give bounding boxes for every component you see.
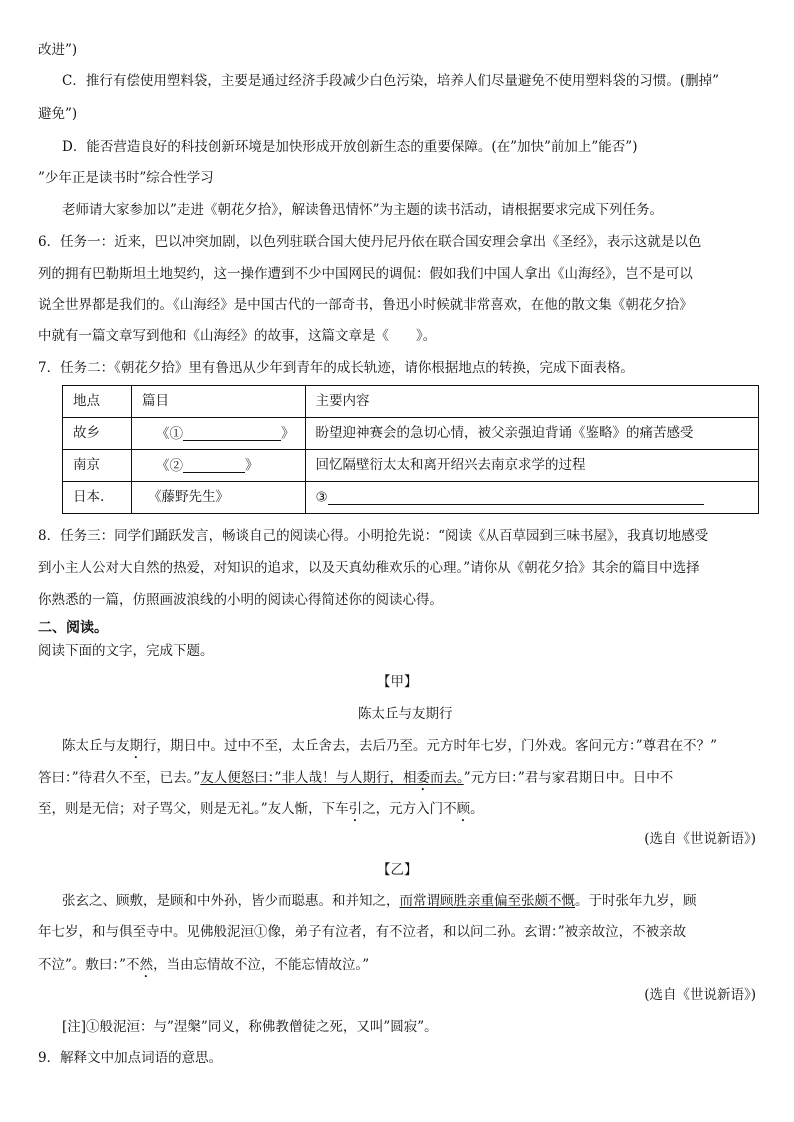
part-heading: 二、阅读。: [38, 620, 108, 636]
text-span: 答曰：”待君久不至，已去。”: [38, 770, 201, 786]
passage-line: [38, 957, 369, 981]
passage-label-jia: 【甲】: [377, 674, 418, 690]
text-span: ”元方曰：”君与家君期日中。日中不: [463, 770, 674, 786]
intro-paragraph: 老师请大家参加以”走进《朝花夕拾》，解读鲁迅情怀”为主题的读书活动，请根据要求完成下列任务。: [62, 202, 664, 218]
text-span: 行，期日中。过中不至，太丘舍去，去后乃至。元方时年七岁，门外戏。客问元方：”尊君在不？”: [143, 738, 718, 754]
table-cell: 日本.: [63, 482, 132, 514]
dotted-word: 引: [348, 801, 363, 817]
instruction: 阅读下面的文字，完成下题。: [38, 643, 214, 659]
question-6: 6．任务一：近来，巴以冲突加剧，以色列驻联合国大使丹尼丹依在联合国安理会拿出《圣经》，表示这就是以色: [38, 234, 702, 250]
table-row: [63, 418, 759, 450]
source-citation: (选自《世说新语》): [644, 831, 756, 847]
passage-line: 年七岁，和与俱至寺中。见佛般泥洹①像，弟子有泣者，有不泣者，和以问二孙。玄谓：”被亲故泣，不被亲故: [38, 924, 687, 940]
text-line: 到小主人公对大自然的热爱，对知识的追求，以及天真幼稚欢乐的心理。”请你从《朝花夕拾》其余的篇目中选择: [38, 560, 700, 576]
table-cell: [305, 482, 759, 514]
text-span: 。于时张年九岁，顾: [575, 893, 697, 909]
text-line: 中就有一篇文章写到他和《山海经》的故事，这篇文章是《 》。: [38, 328, 437, 344]
title-text: 《藤野先生》: [148, 488, 229, 505]
text-line: 你熟悉的一篇，仿照画波浪线的小明的阅读心得简述你的阅读心得。: [38, 592, 443, 608]
text-line: 避免”): [38, 106, 78, 122]
text-line: 改进”): [38, 42, 78, 58]
text-span: 不泣”。敷曰：”不: [38, 957, 140, 973]
table-header: 地点: [63, 386, 132, 418]
passage-line: [62, 895, 697, 909]
table-row: [63, 482, 759, 514]
answer-blank[interactable]: [183, 426, 281, 441]
dotted-word: 顾: [456, 801, 471, 817]
section-heading: ”少年正是读书时”综合性学习: [38, 170, 214, 186]
table-cell: [132, 450, 306, 482]
title-close: 》: [281, 425, 295, 442]
footnote: [注]①般泥洹：与”涅槃”同义，称佛教僧徒之死，又叫”圆寂”。: [62, 1019, 438, 1035]
table-cell: 盼望迎神赛会的急切心情，被父亲强迫背诵《鉴略》的痛苦感受: [305, 418, 759, 450]
text-span: 陈太丘与友: [62, 738, 130, 754]
passage-line: [38, 801, 484, 825]
text-span: ，当由忘情故不泣，不能忘情故泣。”: [153, 957, 370, 973]
text-line: 列的拥有巴勒斯坦土地契约，这一操作遭到不少中国网民的调侃：假如我们中国人拿出《山海经》，岂不是可以: [38, 266, 693, 282]
table-cell: 南京: [63, 450, 132, 482]
question-7: 7．任务二：《朝花夕拾》里有鲁迅从少年到青年的成长轨迹，请你根据地点的转换，完成下面表格。: [38, 360, 634, 376]
table-cell: 回忆隔壁衍太太和离开绍兴去南京求学的过程: [305, 450, 759, 482]
passage-title: 陈太丘与友期行: [358, 706, 453, 722]
text-span: 至，则是无信；对子骂父，则是无礼。”友人惭，下车: [38, 801, 349, 817]
table-cell: [132, 482, 306, 514]
text-span: 。: [470, 801, 484, 817]
table-cell: [132, 418, 306, 450]
text-line: 说全世界都是我们的。《山海经》是中国古代的一部奇书，鲁迅小时候就非常喜欢，在他的散文集《朝花夕拾》: [38, 297, 693, 313]
underlined-sentence: 而常谓顾胜亲重偏至张颇不慨: [399, 893, 575, 909]
table-header-row: [63, 386, 759, 418]
text-span: 张玄之、顾敷，是顾和中外孙，皆少而聪惠。和并知之，: [62, 893, 400, 909]
passage-line: [62, 738, 717, 762]
answer-marker: ③: [315, 489, 328, 506]
answer-blank[interactable]: [328, 490, 704, 505]
dotted-word: 委: [416, 770, 430, 786]
passage-label-yi: 【乙】: [377, 862, 418, 878]
table-cell: 故乡: [63, 418, 132, 450]
option-d: D．能否营造良好的科技创新环境是加快形成开放创新生态的重要保障。(在”加快”前加上”能否”): [62, 139, 638, 155]
passage-line: [38, 770, 673, 794]
table-header: 篇目: [132, 386, 306, 418]
title-open: 《①: [156, 425, 183, 442]
title-close: 》: [245, 457, 259, 474]
route-table: [62, 385, 759, 514]
underlined-sentence: 友人便怒曰：”非人哉！与人期行，相: [200, 770, 417, 786]
source-citation: (选自《世说新语》): [644, 987, 756, 1003]
title-open: 《②: [156, 457, 183, 474]
dotted-word: 期: [129, 738, 143, 754]
option-c: C．推行有偿使用塑料袋，主要是通过经济手段减少白色污染，培养人们尽量避免不使用塑料袋的习惯。(删掉”: [62, 73, 719, 89]
question-8: 8．任务三：同学们踊跃发言，畅谈自己的阅读心得。小明抢先说：“阅读《从百草园到三味书屋》，我真切地感受: [38, 528, 709, 544]
text-span: 之，元方入门不: [362, 801, 457, 817]
question-9: 9．解释文中加点词语的意思。: [38, 1050, 223, 1066]
dotted-word: 然: [139, 957, 154, 973]
table-row: [63, 450, 759, 482]
underlined-sentence: 而去。: [429, 770, 464, 786]
answer-blank[interactable]: [183, 458, 245, 473]
table-header: 主要内容: [305, 386, 759, 418]
